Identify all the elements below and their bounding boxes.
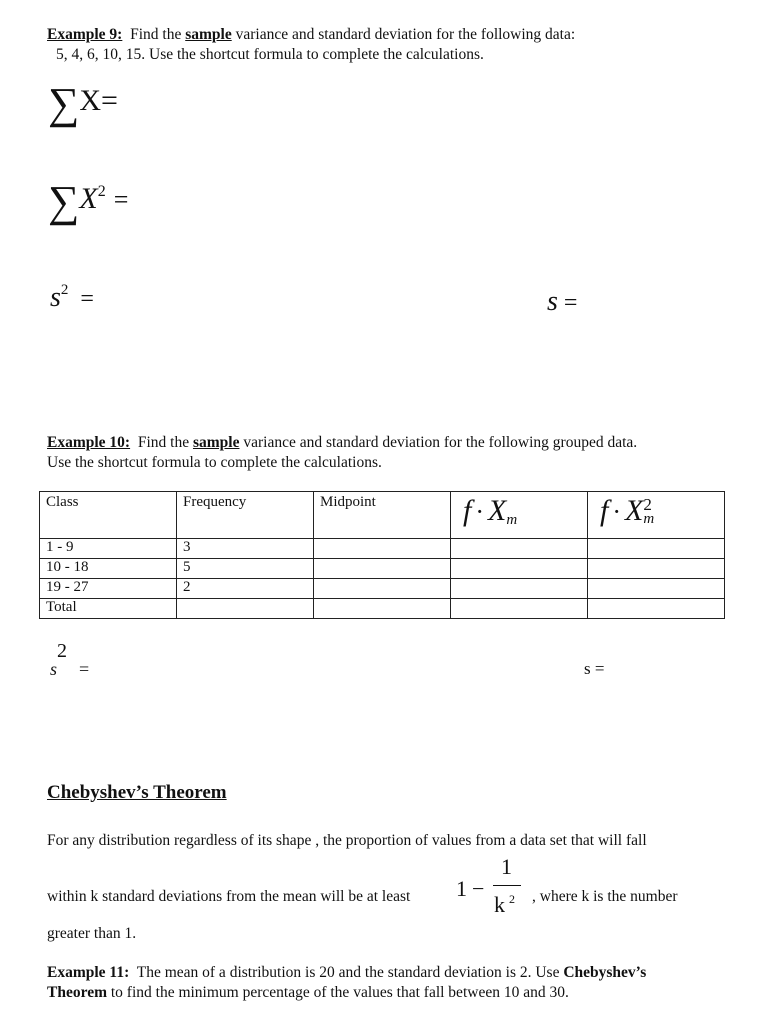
table-cell [588,579,725,599]
example11-bold1: Chebyshev’s [563,964,647,981]
table-cell [314,539,451,559]
sigma-icon: ∑ [48,177,80,226]
sum-x-expression [48,79,118,128]
ex10-s2-exp: 2 [57,640,68,662]
table-cell [451,599,588,619]
header-midpoint: Midpoint [314,492,451,539]
ex9-variance-expression [50,282,94,314]
example11-text2: to find the minimum percentage of the values that fall between 10 and 30. [110,984,569,1001]
example10-label: Example 10: [47,434,131,451]
example11-bold2: Theorem [47,984,107,1001]
fxm-X: X [488,494,507,527]
table-cell [451,559,588,579]
sum-x2-var: X [79,182,98,215]
ex9-s-eq: = [563,290,578,316]
example9-text1: Find the [130,26,182,43]
chebyshev-para2b: , where k is the number [532,888,678,905]
fxm2-X: X [625,494,644,527]
table-cell [314,559,451,579]
sum-x2-exp: 2 [97,182,106,200]
example9-line1 [47,25,575,45]
formula-numerator: 1 [501,854,512,879]
formula-denominator-exp: 2 [509,892,515,906]
chebyshev-para2a: within k standard deviations from the mean will be at least [47,888,411,905]
sum-x2-expression [48,177,129,226]
sum-x-label: X= [79,84,118,117]
table-cell [588,559,725,579]
sum-x2-eq: = [113,185,129,214]
example11-label: Example 11: [47,964,130,981]
table-cell: 2 [177,579,314,599]
table-cell [314,579,451,599]
example11-line1 [47,963,646,983]
fxm2-dot: · [612,497,622,526]
ex9-s-var: s [547,286,558,317]
header-class: Class [40,492,177,539]
table-cell: 3 [177,539,314,559]
table-row [40,579,725,599]
example11-text1: The mean of a distribution is 20 and the standard deviation is 2. Use [136,964,560,981]
example11-line2 [47,983,569,1003]
chebyshev-para3: greater than 1. [47,925,137,942]
table-cell: 5 [177,559,314,579]
ex9-sd-expression [547,286,577,318]
header-frequency: Frequency [177,492,314,539]
example9-label: Example 9: [47,26,123,43]
fxm2-sup: 2 [643,495,652,514]
ex9-s2-var: s [50,282,61,313]
chebyshev-formula [456,854,536,924]
table-cell [588,599,725,619]
table-cell: 10 - 18 [40,559,177,579]
example10-text1: Find the [137,434,190,451]
ex10-s2-var: s [50,659,58,679]
formula-one: 1 [456,876,467,901]
table-cell [451,539,588,559]
ex10-sd-expression: s = [584,659,605,678]
example10-text2: variance and standard deviation for the following grouped data. [243,434,638,451]
ex9-s2-exp: 2 [60,281,69,298]
fxm-sub: m [506,512,518,528]
example10-line2: Use the shortcut formula to complete the calculations. [47,454,382,471]
header-f-xm [451,492,588,539]
example9-text2: variance and standard deviation for the following data: [235,26,576,43]
fxm2-f: f [600,494,609,527]
fraction-bar [493,885,521,886]
table-cell [314,599,451,619]
table-row [40,559,725,579]
table-row [40,539,725,559]
chebyshev-title: Chebyshev’s Theorem [47,782,227,803]
ex10-variance-expression [50,640,90,679]
ex10-s2-eq: = [79,659,90,679]
example10-sample: sample [192,434,240,451]
table-cell [177,599,314,619]
example9-line2: 5, 4, 6, 10, 15. Use the shortcut formula to complete the calculations. [56,46,484,63]
table-cell: Total [40,599,177,619]
table-cell: 19 - 27 [40,579,177,599]
table-header-row [40,492,725,539]
table-row [40,599,725,619]
grouped-data-table [39,491,725,619]
fxm-f: f [463,494,472,527]
formula-minus: − [472,876,485,901]
example10-line1 [47,433,637,453]
table-cell [451,579,588,599]
table-cell: 1 - 9 [40,539,177,559]
chebyshev-para1: For any distribution regardless of its shape , the proportion of values from a data set that will fall [47,832,647,849]
table-cell [588,539,725,559]
formula-denominator: k [494,892,505,917]
fxm-dot: · [475,497,485,526]
fxm2-sub: m [643,511,655,527]
example9-sample: sample [185,26,232,43]
sigma-icon: ∑ [48,79,80,128]
header-f-xm2 [588,492,725,539]
ex9-s2-eq: = [80,286,94,312]
